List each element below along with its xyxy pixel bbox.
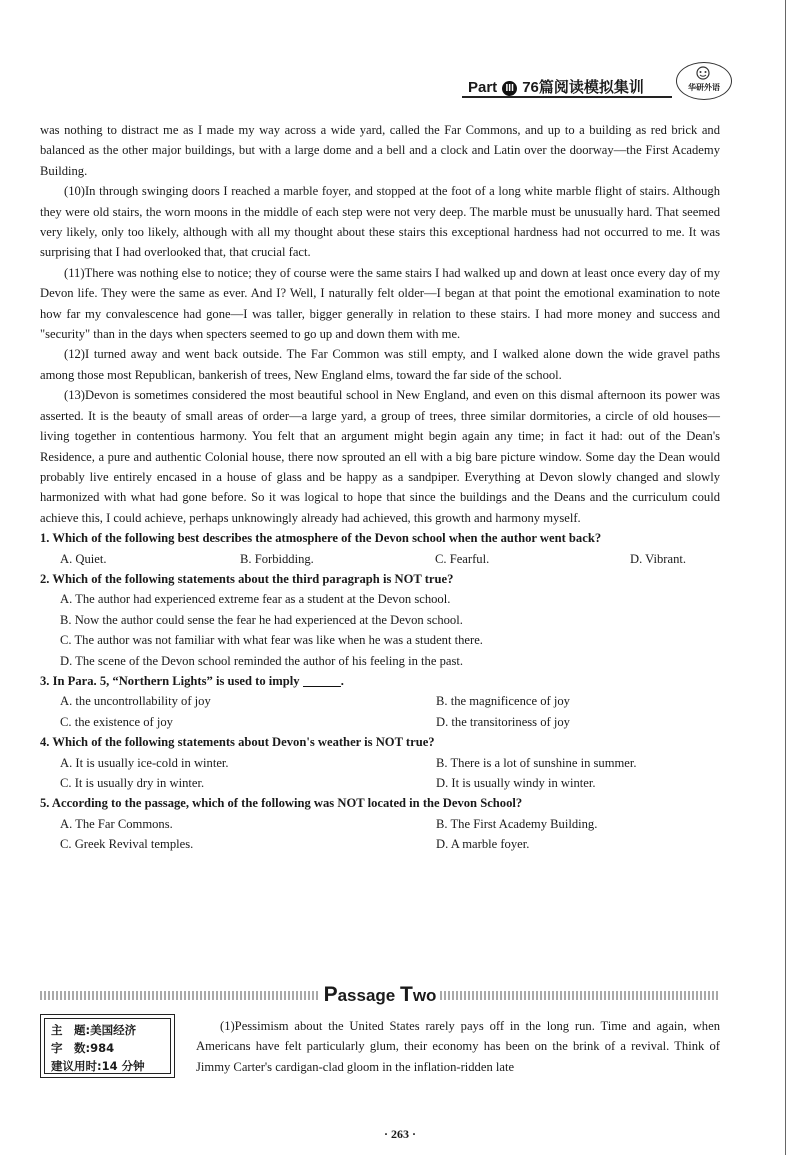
logo-face-icon [693,66,713,80]
paragraph-9-end: was nothing to distract me as I made my way across a wide yard, called the Far Commons, and up to a building as red brick and balanced as the other major buildings, but with a large dome and a bell and a clock and Latin over the doorway—the First Academy Building. [40,123,720,178]
options [40,549,720,569]
header-rule [462,96,672,98]
page-number: · 263 · [383,1127,416,1141]
passage-two-title: Passage Two [323,983,437,1006]
question-stem: 5. According to the passage, which of the following was NOT located in the Devon School? [40,796,523,811]
option-b: B. Now the author could sense the fear he had experienced at the Devon school. [60,612,463,627]
heading-stripe-right [440,991,720,1000]
publisher-logo [676,62,732,100]
question-stem: 2. Which of the following statements about the third paragraph is NOT true? [40,571,454,586]
question-stem: 1. Which of the following best describes the atmosphere of the Devon school when the author went back? [40,531,602,546]
paragraph-10: (10)In through swinging doors I reached a marble foyer, and stopped at the foot of a long white marble flight of stairs. Although they were old stairs, the worn moons in the middle of each step were not very deep. The marble must be unusually hard. That seemed very likely, only too likely, although with all my thought about these stairs this exceptional hardness had not occurred to me. It was surprising that I had overlooked that, that crucial fact. [40,184,720,260]
logo-text: 华研外语 [688,83,720,92]
question-stem-end: . [340,673,344,688]
option-d: D. It is usually windy in winter. [436,776,596,790]
part-label: Part [468,79,498,96]
question-3 [40,671,720,732]
paragraph-13: (13)Devon is sometimes considered the most beautiful school in New England, and even on this dismal afternoon its power was asserted. It is the beauty of small areas of order—a large yard, a group of trees, three similar dormitories, a circle of old houses—living together in contentious harmony. You felt that an argument might begin again any time; in fact it had: out of the Dean's Residence, a pure and authentic Colonial house, there now sprouted an ell with a big bare picture window. Some day the Dean would probably live entirely encased in a house of glass and be happy as a sandpiper. Everything at Devon slowly changed and slowly harmonized with what had gone before. So it was logical to hope that since the buildings and the Deans and the curriculum could achieve this, I could achieve, perhaps unknowingly already had achieved, this growth and harmony myself. [40,388,720,525]
option-c: C. the existence of joy [60,714,173,729]
options [40,814,720,855]
passage-two-paragraph-1 [196,1016,720,1077]
part-number-badge: III [502,81,517,96]
option-c: C. It is usually dry in winter. [60,776,205,790]
question-stem-text: 3. In Para. 5, “Northern Lights” is used to imply [40,673,300,688]
info-suggested-time: 建议用时:14 分钟 [51,1059,145,1073]
option-a: A. The Far Commons. [60,816,173,831]
passage-info-box [40,1014,175,1078]
header-title [468,76,644,97]
option-b: B. Forbidding. [240,551,314,566]
question-1 [40,528,720,569]
section-title: 76篇阅读模拟集训 [522,79,644,96]
passage-info-inner [44,1018,171,1074]
passage-two-heading [40,984,720,1006]
option-a: A. It is usually ice-cold in winter. [60,755,229,770]
option-a: A. the uncontrollability of joy [60,694,211,709]
info-word-count: 字 数:984 [51,1041,115,1055]
option-c: C. Fearful. [435,551,490,566]
question-5 [40,793,720,854]
option-d: D. Vibrant. [630,551,687,566]
passage-one-body [40,120,720,855]
paragraph-1: (1)Pessimism about the United States rarely pays off in the long run. Time and again, when Americans have felt particularly glum, their economy has been on the brink of a revival. Think of Jimmy Carter's cardigan-clad gloom in the inflation-ridden late [196,1019,720,1074]
question-4 [40,732,720,793]
options [40,589,720,671]
options [40,753,720,794]
option-a: A. Quiet. [60,551,107,566]
paragraph-11: (11)There was nothing else to notice; they of course were the same stairs I had walked up and down at least once every day of my Devon life. They were the same as ever. And I? Well, I naturally felt older—I began at that point the emotional examination to note how far my convalescence had gone—I was taller, bigger generally in relation to these stairs. I had more money and success and "security" than in the days when specters seemed to go up and down them with me. [40,265,720,342]
option-c: C. Greek Revival temples. [60,837,194,852]
option-d: D. The scene of the Devon school reminded the author of his feeling in the past. [60,653,464,668]
option-b: B. There is a lot of sunshine in summer. [436,755,637,770]
option-d: D. A marble foyer. [436,837,530,852]
option-c: C. The author was not familiar with what fear was like when he was a student there. [60,633,483,648]
options [40,691,720,732]
page-edge-line [785,0,786,1155]
paragraph-12: (12)I turned away and went back outside. The Far Common was still empty, and I walked alone down the wide gravel paths among those most Republican, bankerish of trees, New England elms, toward the far side of the school. [40,347,720,382]
question-stem: 4. Which of the following statements about Devon's weather is NOT true? [40,735,435,750]
heading-stripe-left [40,991,320,1000]
answer-blank [303,674,341,687]
option-b: B. The First Academy Building. [436,816,598,831]
option-b: B. the magnificence of joy [436,694,570,709]
option-d: D. the transitoriness of joy [436,714,570,729]
question-stem [40,671,720,691]
option-a: A. The author had experienced extreme fear as a student at the Devon school. [60,592,451,607]
info-topic: 主 题:美国经济 [51,1023,137,1037]
question-2 [40,569,720,671]
